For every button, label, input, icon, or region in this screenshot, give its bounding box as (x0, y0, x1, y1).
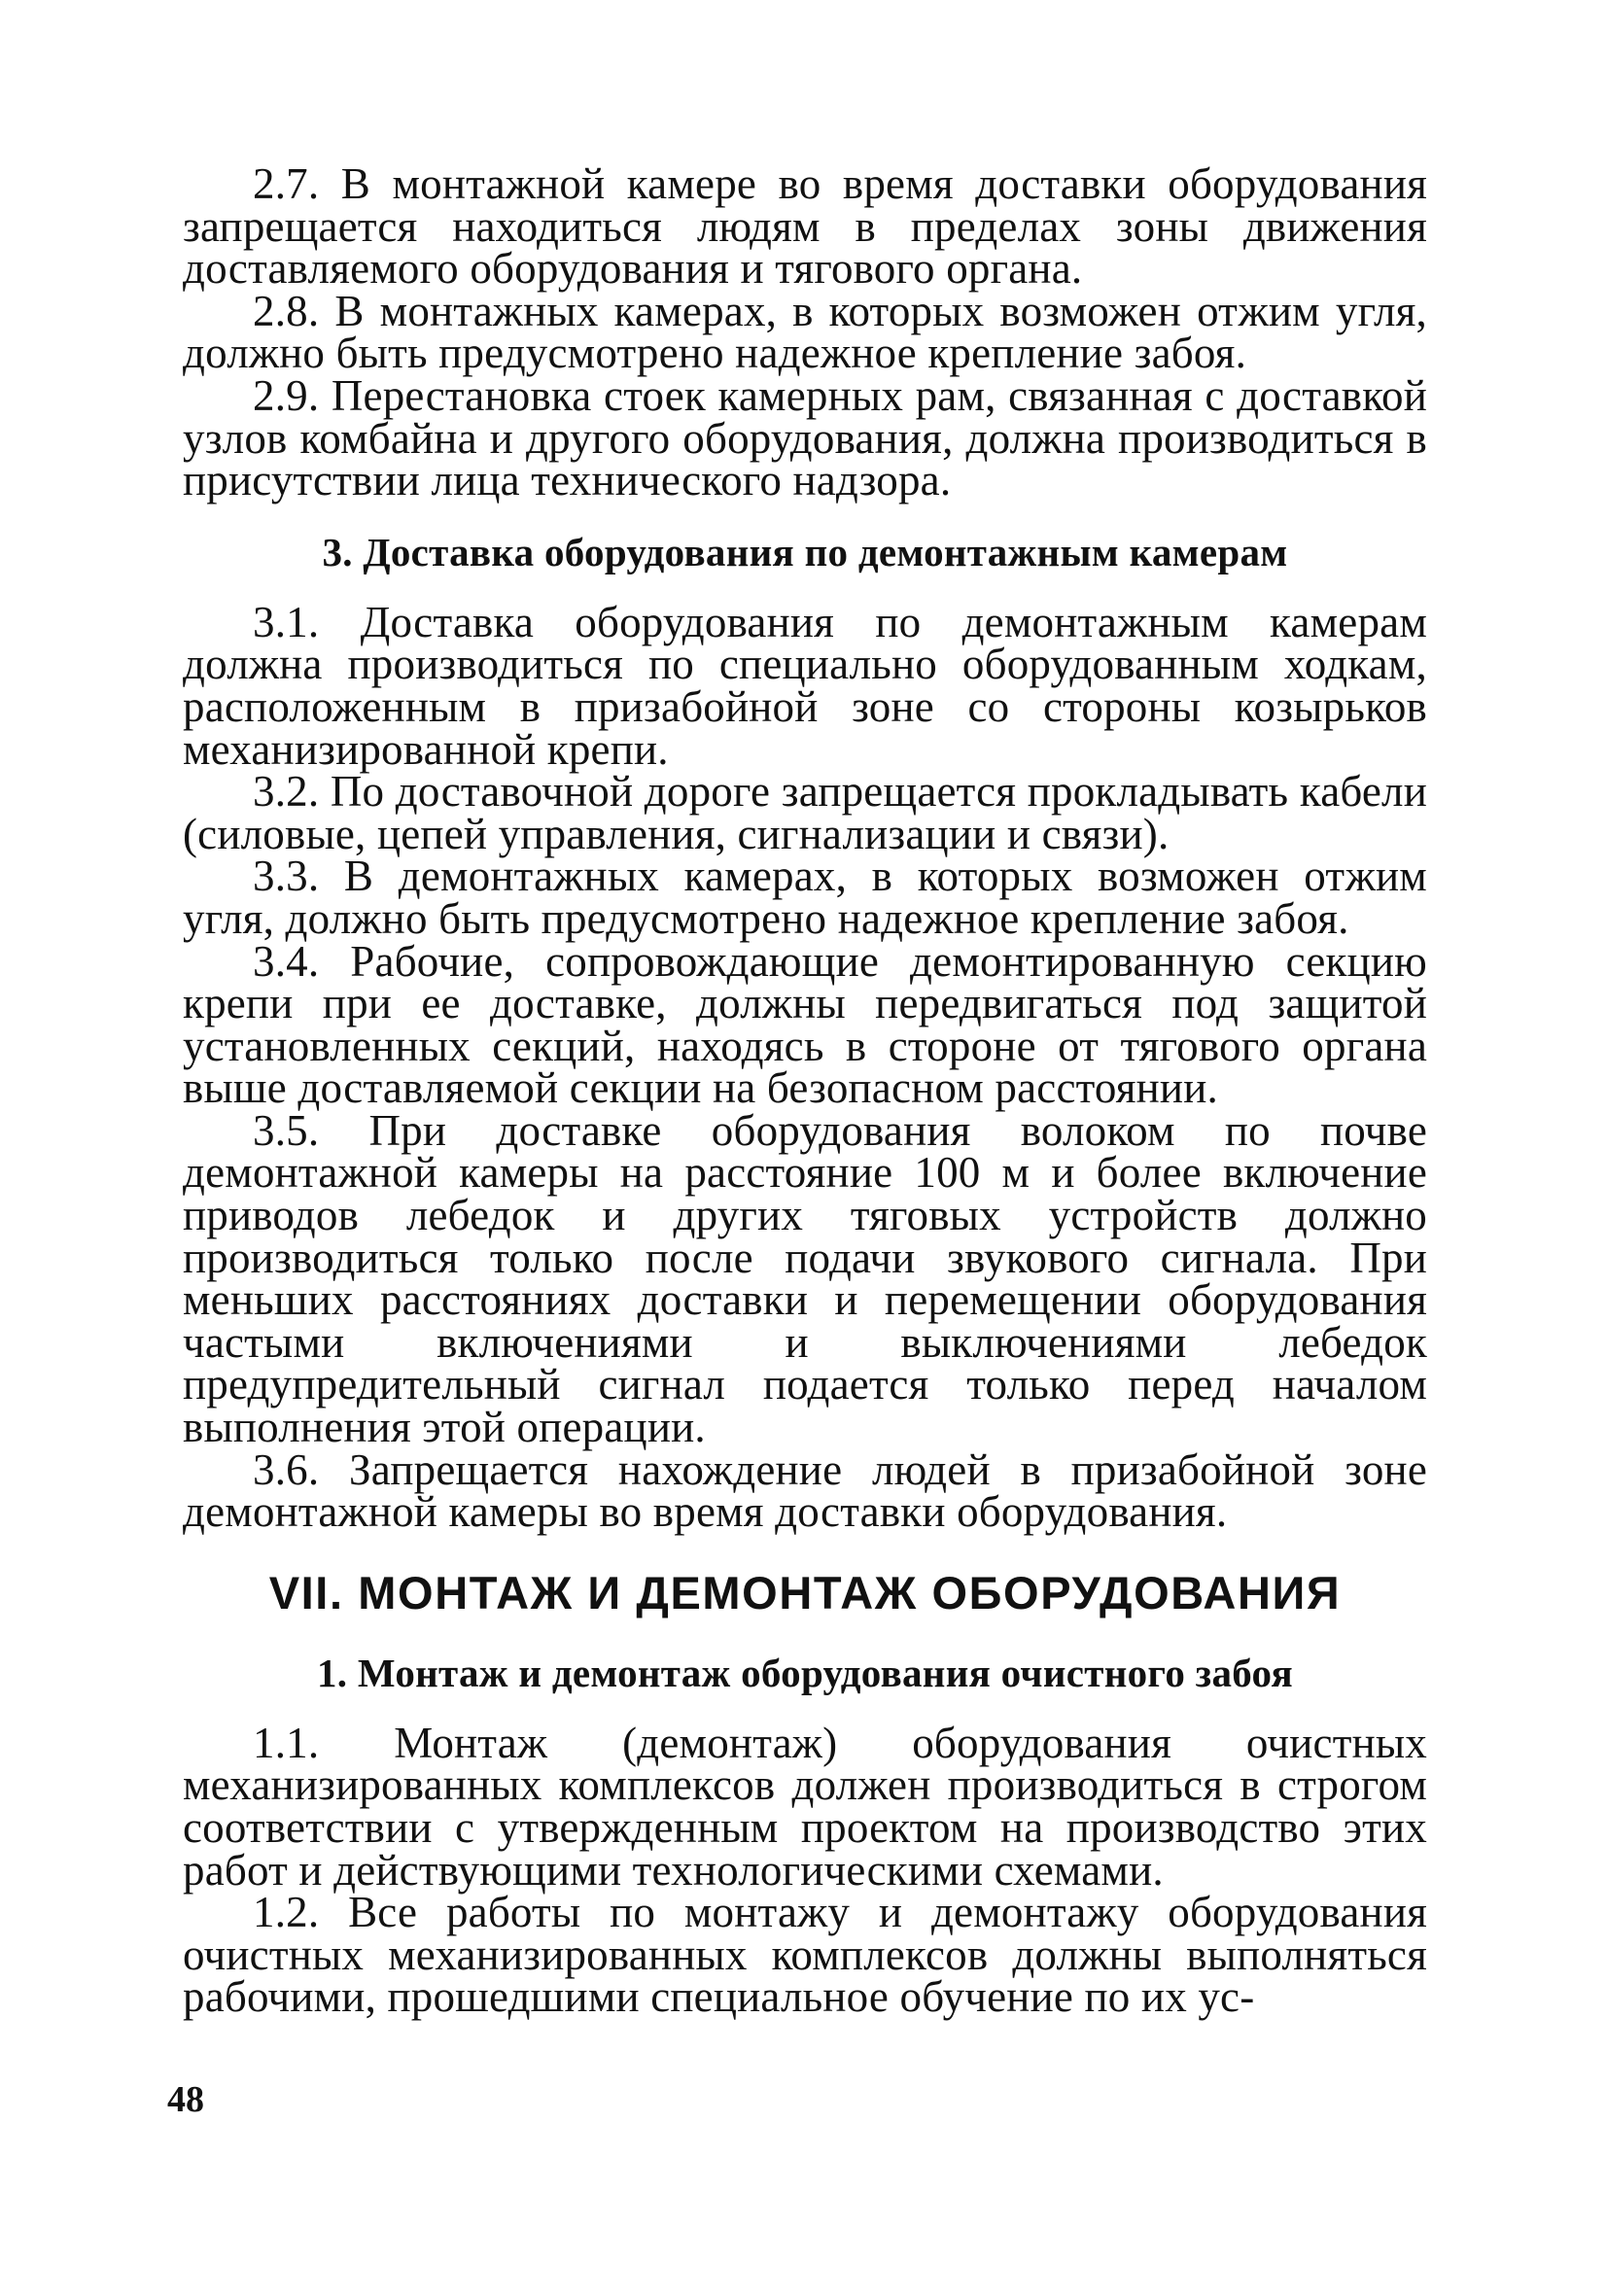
text-column (183, 159, 1427, 2022)
paragraph-3-6: 3.6. Запрещается нахождение людей в призабойной зоне демонтажной камеры во время доставки оборудования. (183, 1444, 1427, 1537)
paragraph-3-1: 3.1. Доставка оборудования по демонтажным камерам должна производиться по специально оборудованным ходкам, расположенным в призабойной зоне со стороны козырьков механизированной крепи. (183, 597, 1427, 774)
paragraph-3-3: 3.3. В демонтажных камерах, в которых возможен отжим угля, должно быть предусмотрено надежное крепление забоя. (183, 852, 1427, 943)
paragraph-3-5: 3.5. При доставке оборудования волоком по почве демонтажной камеры на расстояние 100 м и более включение приводов лебедок и других тяговых устройств должно производиться только после подачи звукового сигнала. При меньших расстояниях доставки и перемещении оборудования частыми включениями и выключениями лебедок предупредительный сигнал подается только перед началом выполнения этой операции. (183, 1105, 1427, 1452)
subsection-heading-3: 3. Доставка оборудования по демонтажным камерам (322, 529, 1288, 574)
paragraph-2-9: 2.9. Перестановка стоек камерных рам, связанная с доставкой узлов комбайна и другого оборудования, должна производиться в присутствии лица технического надзора. (183, 370, 1427, 505)
paragraph-1-2: 1.2. Все работы по монтажу и демонтажу оборудования очистных механизированных комплексов должны выполняться рабочими, прошедшими специальное обучение по их ус- (183, 1888, 1427, 2022)
paragraph-3-2: 3.2. По доставочной дороге запрещается прокладывать кабели (силовые, цепей управления, сигнализации и связи). (183, 767, 1427, 858)
paragraph-3-4: 3.4. Рабочие, сопровождающие демонтированную секцию крепи при ее доставке, должны передвигаться под защитой установленных секций, находясь в стороне от тягового органа выше доставляемой секции на безопасном расстоянии. (183, 936, 1427, 1113)
paragraph-2-7: 2.7. В монтажной камере во время доставки оборудования запрещается находиться людям в пределах зоны движения доставляемого оборудования и тягового органа. (183, 159, 1427, 294)
subsection-heading-1: 1. Монтаж и демонтаж оборудования очистного забоя (316, 1650, 1294, 1695)
page-number: 48 (167, 2079, 204, 2120)
paragraph-2-8: 2.8. В монтажных камерах, в которых возможен отжим угля, должно быть предусмотрено надежное крепление забоя. (183, 286, 1427, 378)
section-heading-vii: VII. МОНТАЖ И ДЕМОНТАЖ ОБОРУДОВАНИЯ (268, 1566, 1342, 1618)
paragraph-1-1: 1.1. Монтаж (демонтаж) оборудования очистных механизированных комплексов должен производиться в строгом соответствии с утвержденным проектом на производство этих работ и действующими технологическими схемами. (183, 1718, 1427, 1895)
